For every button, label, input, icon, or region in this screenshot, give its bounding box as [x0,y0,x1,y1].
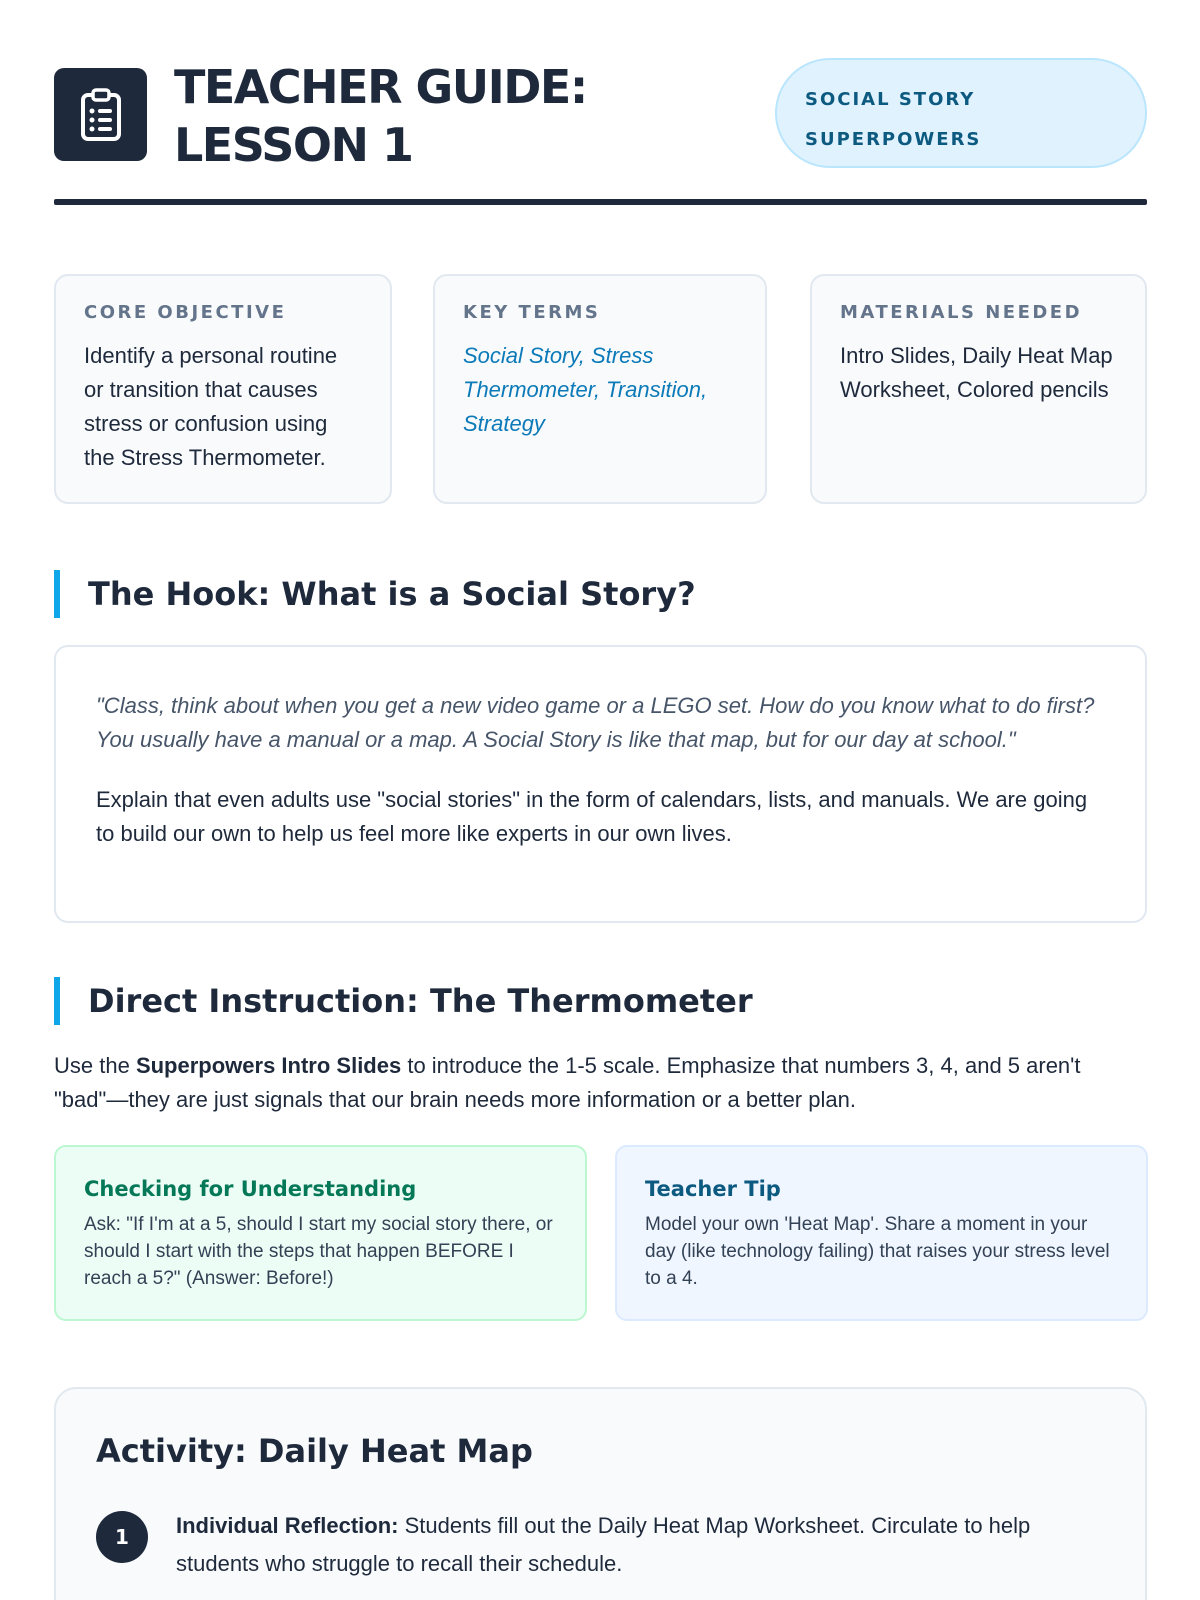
card-body: Intro Slides, Daily Heat Map Worksheet, Colored pencils [840,343,1113,402]
badge-line-1: SOCIAL STORY [805,89,976,110]
section-title: Direct Instruction: The Thermometer [88,982,753,1020]
hook-text: Explain that even adults use "social stories" in the form of calendars, lists, and manuals. We are going to build our own to help us feel more like experts in our own lives. [96,787,1088,846]
box-text: Ask: "If I'm at a 5, should I start my social story there, or should I start with the steps that happen BEFORE I reach a 5?" (Answer: Before!) [84,1214,553,1289]
badge-line-2: SUPERPOWERS [805,129,982,150]
section-title: The Hook: What is a Social Story? [88,575,696,613]
accent-bar [54,977,60,1025]
checking-understanding-box [54,1145,587,1321]
card-label: CORE OBJECTIVE [84,302,287,323]
card-label: KEY TERMS [463,302,601,323]
slides-name: Superpowers Intro Slides [135,1053,402,1078]
accent-bar [54,570,60,618]
unit-badge [775,58,1147,168]
text-segment: to introduce the 1-5 scale. Emphasize that numbers 3, 4, and 5 aren't "bad"—they are just signals that our brain needs more information or a better plan. [54,1053,1081,1112]
activity-panel [54,1387,1147,1600]
title-line-2: LESSON 1 [174,118,413,172]
step-text [176,1507,1106,1583]
card-body: Identify a personal routine or transition that causes stress or confusion using the Stress Thermometer. [84,343,338,470]
step-label: Individual Reflection: [176,1513,399,1538]
section-heading-direct-instruction [54,977,753,1025]
card-body: Social Story, Stress Thermometer, Transition, Strategy [463,343,708,436]
card-label: MATERIALS NEEDED [840,302,1083,323]
activity-step [96,1507,1106,1583]
lesson-page [54,0,1147,1600]
teacher-tip-box [615,1145,1148,1321]
box-title: Teacher Tip [645,1177,781,1201]
box-title: Checking for Understanding [84,1177,417,1201]
text-segment: Use the [54,1053,136,1078]
header-divider [54,199,1147,205]
step-description: Students fill out the Daily Heat Map Worksheet. Circulate to help students who struggle to recall their schedule. [176,1513,1031,1576]
card-core-objective [54,274,392,504]
card-materials-needed [810,274,1147,504]
step-number-badge: 1 [96,1511,148,1563]
box-text: Model your own 'Heat Map'. Share a moment in your day (like technology failing) that raises your stress level to a 4. [645,1214,1110,1289]
direct-instruction-text [54,1049,1147,1117]
activity-title: Activity: Daily Heat Map [96,1432,533,1470]
title-line-1: TEACHER GUIDE: [174,60,587,114]
hook-quote: "Class, think about when you get a new video game or a LEGO set. How do you know what to do first? You usually have a manual or a map. A Social Story is like that map, but for our day at school." [96,693,1095,752]
section-heading-hook [54,570,696,618]
card-key-terms [433,274,767,504]
clipboard-icon [54,68,147,161]
hook-box [54,645,1147,923]
page-header [54,58,1147,208]
page-title [174,58,587,174]
